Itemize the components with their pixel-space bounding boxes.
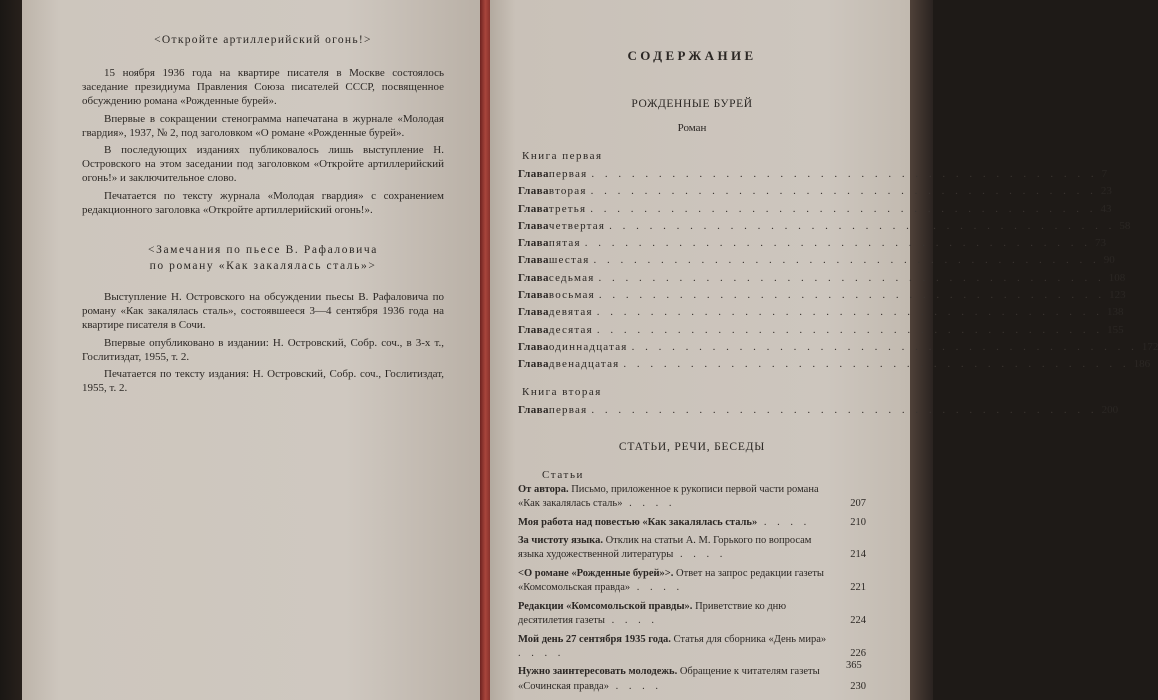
article-text [518, 483, 836, 512]
toc-row [518, 287, 1126, 304]
chapter-word: Глава [518, 403, 549, 416]
leader-dots: . . . . [604, 615, 658, 627]
left-heading-2-line-1: <Замечания по пьесе В. Рафаловича [148, 244, 378, 257]
article-desc: Обращение к читателям газеты «Сочинская правда» [518, 666, 820, 692]
article-desc: Статья для сборника «День мира» [670, 633, 827, 645]
toc-row [518, 322, 1124, 339]
chapter-page: 7 [1101, 168, 1108, 180]
articles-label: Статьи [542, 468, 585, 481]
left-paragraph: 15 ноября 1936 года на квартире писателя в Москве состоялось заседание президиума Правления Союза писателей СССР, посвященное обсуждению романа «Рожденные бурей». [82, 67, 444, 108]
chapter-word: Глава [518, 358, 549, 371]
chapter-page: 186 [1133, 358, 1151, 371]
contents-title: СОДЕРЖАНИЕ [627, 48, 757, 63]
article-text [518, 600, 836, 629]
novel-title: РОЖДЕННЫЕ БУРЕЙ [631, 98, 753, 110]
left-paragraphs-2 [82, 290, 444, 395]
leader-dots: . . . . [518, 647, 565, 659]
leader-dots: . . . . . . . . . . . . . . . . . . . . . . . . . . . . . . . . . . . . . . [591, 168, 1098, 180]
toc-row [518, 402, 1119, 419]
toc-row [518, 356, 1151, 373]
chapter-word: Глава [518, 237, 549, 250]
chapter-name: первая [548, 403, 588, 416]
chapter-page: 123 [1109, 289, 1126, 302]
leader-dots: . . . . . . . . . . . . . . . . . . . . . . . . . . . . . . . . . . . . . . [591, 403, 1098, 416]
article-title: Мой день 27 сентября 1935 года. [518, 633, 671, 645]
chapter-word: Глава [518, 323, 549, 336]
chapter-word: Глава [518, 185, 549, 198]
article-page: 224 [850, 615, 866, 627]
article-page: 210 [850, 516, 866, 528]
chapter-name: четвертая [548, 219, 606, 232]
leader-dots: . . . . . . . . . . . . . . . . . . . . . . . . . . . . . . . . . . . . . . [623, 358, 1130, 371]
chapter-page: 73 [1094, 237, 1106, 250]
article-text [518, 633, 836, 662]
article-page: 214 [850, 549, 866, 561]
article-desc: Приветствие ко дню десятилетия газеты [518, 600, 787, 627]
chapter-name: седьмая [548, 271, 595, 284]
left-paragraph: В последующих изданиях публиковалось лишь выступление Н. Островского на этом заседании под заголовком «Откройте артиллерийский огонь!» и заключительное слово. [82, 144, 444, 185]
leader-dots: . . . . . . . . . . . . . . . . . . . . . . . . . . . . . . . . . . . . . . [590, 202, 1097, 215]
article-title: Нужно заинтересовать молодежь. [518, 666, 678, 678]
chapter-name: десятая [548, 323, 593, 336]
chapter-page: 138 [1107, 306, 1124, 319]
leader-dots: . . . . . . . . . . . . . . . . . . . . . . . . . . . . . . . . . . . . . . [598, 289, 1106, 302]
chapter-name: первая [548, 168, 588, 180]
chapter-word: Глава [518, 254, 549, 267]
left-paragraph: Печатается по тексту издания: Н. Островский, Собр. соч., Гослитиздат, 1955, т. 2. [82, 368, 444, 395]
leader-dots: . . . . [757, 516, 811, 528]
chapter-page: 90 [1103, 254, 1115, 267]
chapter-word: Глава [518, 340, 549, 353]
article-page: 221 [850, 582, 866, 594]
leader-dots: . . . . . . . . . . . . . . . . . . . . . . . . . . . . . . . . . . . . . . [596, 306, 1103, 319]
article-desc: Отклик на статьи А. М. Горького по вопросам языка художественной литературы [518, 535, 812, 561]
toc-row [518, 166, 1108, 183]
leader-dots: . . . . . . . . . . . . . . . . . . . . . . . . . . . . . . . . . . . . . . [584, 237, 1091, 250]
article-entry [518, 633, 866, 662]
article-title: <О романе «Рожденные бурей»>. [518, 567, 674, 579]
left-paragraph: Впервые в сокращении стенограмма напечатана в журнале «Молодая гвардия», 1937, № 2, под заголовком «О романе «Рожденные бурей». [82, 112, 444, 139]
chapter-list [518, 166, 1158, 374]
chapter-page: 58 [1119, 219, 1131, 232]
toc-row [518, 270, 1126, 287]
chapter-word: Глава [518, 271, 549, 284]
article-text [518, 567, 836, 596]
article-text [518, 665, 836, 694]
article-entry [518, 665, 866, 694]
toc-row [518, 183, 1112, 200]
chapter-word: Глава [518, 219, 549, 232]
page-number: 365 [846, 660, 862, 671]
left-paragraph: Выступление Н. Островского на обсуждении пьесы В. Рафаловича по роману «Как закалялась сталь», состоявшееся 3—4 сентября 1936 года на квартире писателя в Сочи. [82, 291, 444, 332]
chapter-page: 200 [1101, 403, 1119, 416]
leader-dots: . . . . [673, 549, 727, 561]
article-entry [518, 567, 866, 596]
leader-dots: . . . . . . . . . . . . . . . . . . . . . . . . . . . . . . . . . . . . . . [596, 323, 1104, 336]
article-page: 230 [850, 680, 866, 692]
left-paragraph: Печатается по тексту журнала «Молодая гвардия» с сохранением редакционного заголовка «Откройте артиллерийский огонь!». [82, 189, 444, 216]
leader-dots: . . . . . . . . . . . . . . . . . . . . . . . . . . . . . . . . . . . . . . [598, 271, 1105, 284]
chapter-word: Глава [518, 289, 549, 302]
toc-row [518, 304, 1124, 321]
article-title: За чистоту языка. [518, 535, 603, 547]
chapter-word: Глава [518, 202, 549, 215]
chapter-word: Глава [518, 306, 549, 319]
article-title: Редакции «Комсомольской правды». [518, 600, 693, 612]
book-2-label: Книга вторая [522, 385, 602, 398]
chapter-page: 23 [1100, 185, 1112, 198]
article-text [518, 534, 836, 563]
article-entry [518, 534, 866, 563]
toc-row [518, 235, 1106, 252]
left-heading-2-line-2: по роману «Как закалялась сталь»> [149, 260, 377, 273]
article-title: Моя работа над повестью «Как закалялась сталь» [518, 516, 758, 528]
chapter-name: третья [548, 202, 587, 215]
left-paragraph: Впервые опубликовано в издании: Н. Островский, Собр. соч., в 3-х т., Гослитиздат, 1955, т. 2. [82, 336, 444, 363]
chapter-name: девятая [548, 306, 593, 319]
chapter-page: 172 [1141, 340, 1158, 353]
article-desc: Письмо, приложенное к рукописи первой части романа «Как закалялась сталь» [518, 483, 819, 510]
leader-dots: . . . . [608, 680, 662, 692]
chapter-word: Глава [518, 168, 549, 180]
left-heading-1: <Откройте артиллерийский огонь!> [154, 34, 372, 46]
chapter-page: 43 [1100, 202, 1112, 215]
novel-subtitle: Роман [677, 122, 707, 134]
chapter-name: восьмая [548, 289, 595, 302]
right-page [490, 0, 1158, 700]
chapter-name: шестая [548, 254, 590, 267]
chapter-name: вторая [548, 185, 587, 198]
chapter-page: 108 [1108, 271, 1126, 284]
article-desc: Ответ на запрос редакции газеты «Комсомольская правда» [518, 567, 824, 594]
leader-dots: . . . . . . . . . . . . . . . . . . . . . . . . . . . . . . . . . . . . . . [631, 340, 1138, 353]
article-list [518, 483, 866, 694]
chapter-name: двенадцатая [548, 358, 620, 371]
book-1-label: Книга первая [522, 150, 603, 162]
left-paragraphs-1 [82, 66, 444, 217]
leader-dots: . . . . . . . . . . . . . . . . . . . . . . . . . . . . . . . . . . . . . . [590, 185, 1097, 198]
article-page: 226 [850, 647, 866, 659]
toc-row [518, 339, 1158, 356]
chapter-name: одиннадцатая [548, 340, 628, 353]
left-heading-2 [82, 242, 444, 274]
leader-dots: . . . . [622, 498, 676, 510]
article-title: От автора. [518, 483, 569, 495]
leader-dots: . . . . [630, 582, 684, 594]
toc-row [518, 252, 1115, 269]
chapter-name: пятая [548, 237, 581, 250]
toc-row [518, 201, 1112, 218]
chapter-page: 155 [1107, 323, 1124, 336]
article-page: 207 [850, 498, 866, 510]
article-entry [518, 600, 866, 629]
section-title: СТАТЬИ, РЕЧИ, БЕСЕДЫ [618, 440, 766, 453]
article-entry [518, 516, 866, 530]
leader-dots: . . . . . . . . . . . . . . . . . . . . . . . . . . . . . . . . . . . . . . [593, 254, 1100, 267]
leader-dots: . . . . . . . . . . . . . . . . . . . . . . . . . . . . . . . . . . . . . . [609, 219, 1116, 232]
article-text [518, 516, 836, 530]
article-entry [518, 483, 866, 512]
chapter-list-book-2 [518, 402, 1119, 419]
toc-row [518, 218, 1131, 235]
left-page [22, 0, 484, 700]
